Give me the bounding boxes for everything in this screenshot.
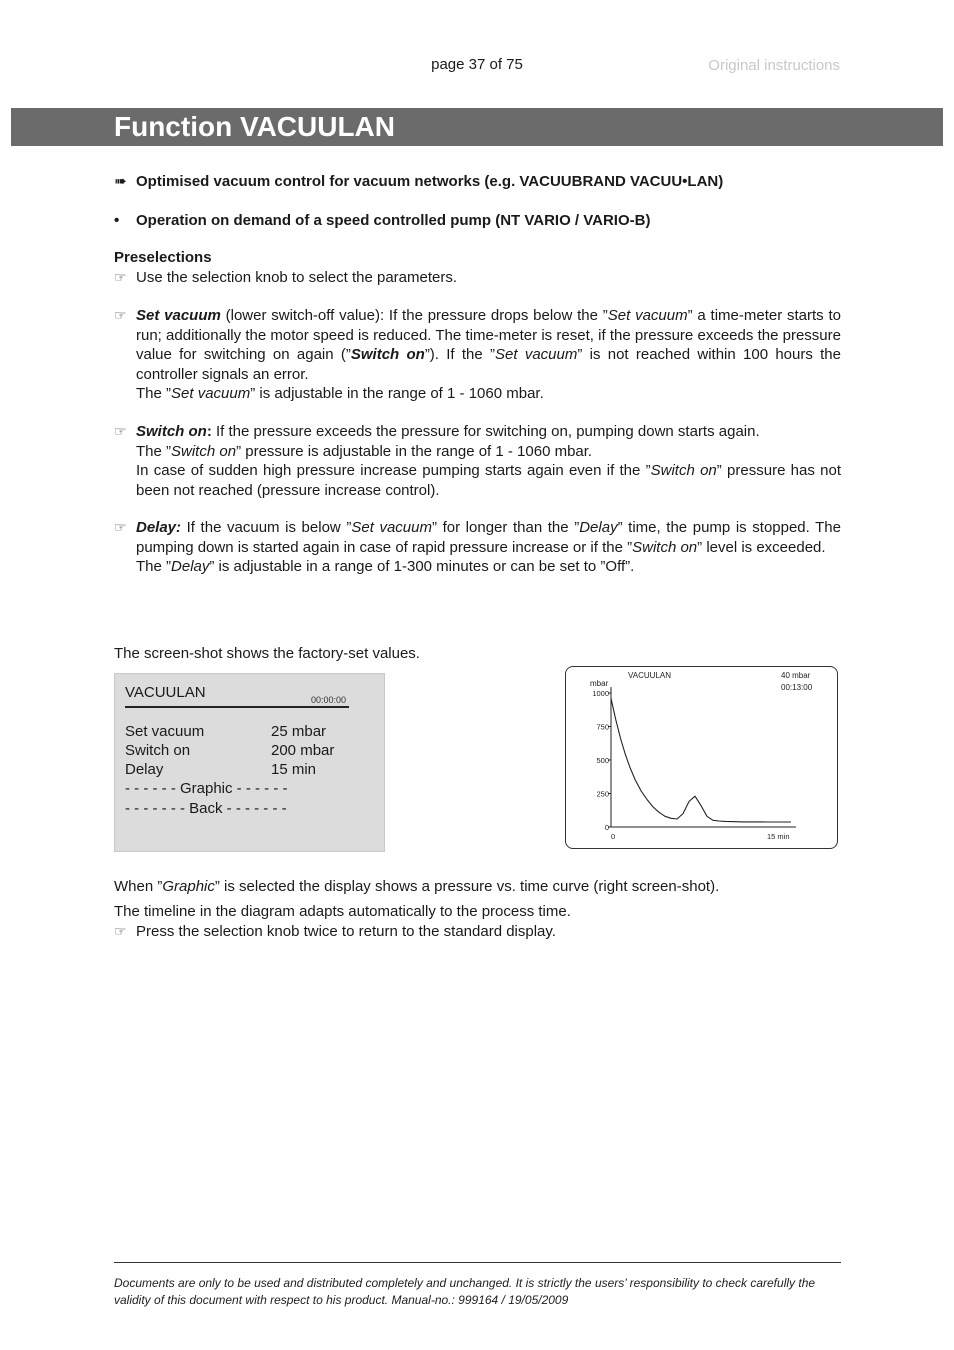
delay-range: The ”Delay” is adjustable in a range of 1-300 minutes or can be set to ”Off”. [136, 558, 635, 575]
y-tick-label: 0 [604, 823, 609, 832]
pointing-hand-icon: ☞ [114, 423, 127, 439]
display-label-set-vacuum: Set vacuum [125, 723, 205, 740]
graph-y-unit: mbar [590, 679, 609, 688]
y-tick-label: 750 [596, 722, 609, 732]
step-text: Use the selection knob to select the parameters. [136, 269, 458, 286]
set-vacuum-description: Set vacuum (lower switch-off value): If the pressure drops below the ”Set vacuum” a time-meter starts to run; additionally the motor speed is reduced. The time-meter is reset, if the pressure exceeds the pressure value for switching on again (”Switch on”). If the ”Set vacuum” is not reached within 100 hours the controller signals an error. [136, 307, 841, 383]
switch-on-control: In case of sudden high pressure increase pumping starts again even if the ”Switch on” pressure has not been not reached (pressure increase control). [136, 462, 841, 499]
bullet-dot-icon: • [114, 212, 120, 229]
display-divider [125, 706, 349, 708]
step-text: Press the selection knob twice to return to the standard display. [136, 923, 556, 940]
timeline-note: The timeline in the diagram adapts automatically to the process time. [114, 903, 571, 920]
footer-divider [114, 1262, 841, 1263]
switch-on-paragraph [114, 422, 841, 500]
pointing-hand-icon: ☞ [114, 269, 127, 285]
display-label-switch-on: Switch on [125, 742, 191, 759]
display-menu-graphic: - - - - - - Graphic - - - - - - [125, 780, 288, 797]
x-tick-label: 0 [611, 832, 616, 841]
switch-on-range: The ”Switch on” pressure is adjustable in the range of 1 - 1060 mbar. [136, 442, 593, 460]
display-title: VACUULAN [125, 684, 206, 701]
return-step [114, 922, 841, 942]
controller-display-screenshot [114, 673, 385, 852]
graph-status-time: 00:13:00 [781, 683, 813, 692]
original-instructions-label: Original instructions [708, 57, 840, 74]
bullet-arrow-item [114, 172, 841, 192]
display-value-set-vacuum: 25 mbar [271, 723, 327, 740]
display-value-switch-on: 200 mbar [271, 742, 335, 759]
display-label-delay: Delay [125, 761, 164, 778]
pointing-hand-icon: ☞ [114, 519, 127, 535]
pointing-hand-icon: ☞ [114, 307, 127, 323]
y-tick-label: 1000 [592, 689, 609, 698]
display-value-delay: 15 min [271, 761, 317, 778]
delay-paragraph [114, 518, 841, 577]
y-tick-label: 250 [596, 789, 609, 799]
set-vacuum-paragraph [114, 306, 841, 404]
page-title: Function VACUULAN [114, 111, 395, 142]
graph-title: VACUULAN [628, 671, 671, 680]
pointing-hand-icon: ☞ [114, 923, 127, 939]
delay-description: Delay: If the vacuum is below ”Set vacuum” for longer than the ”Delay” time, the pump is stopped. The pumping down is started again in case of rapid pressure increase or if the ”Switch on” level is exceeded. [136, 519, 841, 556]
x-tick-label: 15 min [767, 832, 790, 841]
bullet-text: Operation on demand of a speed controlled pump (NT VARIO / VARIO-B) [136, 212, 651, 229]
pressure-series-line [611, 698, 791, 822]
switch-on-description: Switch on: If the pressure exceeds the pressure for switching on, pumping down starts again. [136, 423, 760, 440]
footer-disclaimer: Documents are only to be used and distributed completely and unchanged. It is strictly the users’ responsibility to check carefully the validity of this document with respect to his product. Manual-no.: 999164 / 19/05/2009 [114, 1276, 816, 1307]
bullet-text: Optimised vacuum control for vacuum networks (e.g. VACUUBRAND VACUU•LAN) [136, 173, 724, 190]
screenshot-caption: The screen-shot shows the factory-set values. [114, 645, 420, 662]
preselections-heading: Preselections [114, 249, 212, 266]
bullet-dot-item [114, 211, 841, 231]
set-vacuum-range: The ”Set vacuum” is adjustable in the range of 1 - 1060 mbar. [136, 385, 544, 402]
page-number: page 37 of 75 [431, 56, 523, 73]
display-menu-back: - - - - - - - Back - - - - - - - [125, 800, 287, 817]
preselection-step [114, 268, 841, 288]
pressure-graph-screenshot [565, 666, 838, 849]
title-bar [11, 108, 943, 146]
display-time: 00:00:00 [311, 695, 347, 705]
arrow-right-icon: ➠ [114, 173, 127, 190]
graph-status-pressure: 40 mbar [781, 671, 811, 680]
graphic-explanation: When ”Graphic” is selected the display shows a pressure vs. time curve (right screen-shot). [114, 878, 720, 895]
pressure-chart [566, 667, 837, 848]
y-tick-label: 500 [596, 756, 609, 765]
